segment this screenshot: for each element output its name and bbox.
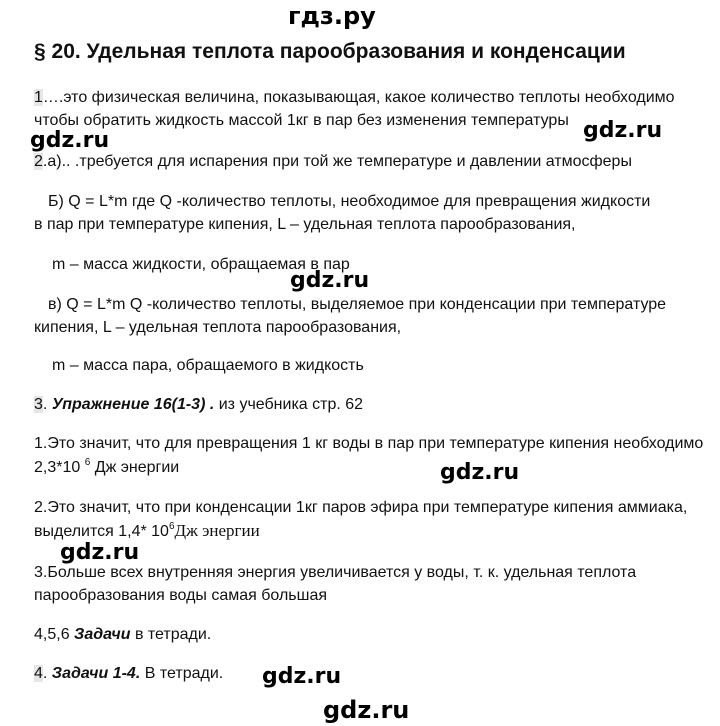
answer-2c-line: m – масса пара, обращаемого в жидкость bbox=[52, 357, 364, 374]
answer-2c-line: в) Q = L*m Q -количество теплоты, выделяемое при конденсации при температуре bbox=[48, 296, 667, 313]
watermark: gdz.ru bbox=[583, 118, 663, 143]
item-number: 3 bbox=[34, 396, 43, 413]
watermark: gdz.ru bbox=[440, 460, 520, 485]
answer-4: 4. Задачи 1-4. В тетради. bbox=[34, 665, 224, 682]
item-number: 4 bbox=[34, 665, 43, 682]
watermark: gdz.ru bbox=[60, 540, 140, 565]
watermark: gdz.ru bbox=[290, 268, 370, 293]
tasks-note: 4,5,6 Задачи в тетради. bbox=[34, 626, 212, 643]
watermark: gdz.ru bbox=[30, 128, 110, 153]
answer-1-line: чтобы обратить жидкость массой 1кг в пар без изменения температуры bbox=[34, 112, 569, 129]
answer-3-header: 3. Упражнение 16(1-3) . из учебника стр. 62 bbox=[34, 396, 364, 413]
answer-2b-line: Б) Q = L*m где Q -количество теплоты, необходимое для превращения жидкости bbox=[48, 193, 651, 210]
exercise-answer-3: парообразования воды самая большая bbox=[34, 587, 328, 604]
exercise-answer-2: выделится 1,4* $10^6Дж$ энергии bbox=[34, 521, 260, 540]
answer-2a: 2.а).. .требуется для испарения при той же температуре и давлении атмосферы bbox=[34, 153, 632, 170]
item-number: 1 bbox=[34, 89, 43, 106]
answer-2b-line: в пар при температуре кипения, L – удельная теплота парообразования, bbox=[34, 216, 576, 233]
answer-1-line: 1….это физическая величина, показывающая, какое количество теплоты необходимо bbox=[34, 89, 675, 106]
watermark-bottom: gdz.ru bbox=[323, 696, 410, 724]
answer-2c-line: кипения, L – удельная теплота парообразования, bbox=[34, 319, 402, 336]
exercise-label: Упражнение 16(1-3) . bbox=[51, 396, 215, 413]
answer-2b-line: m – масса жидкости, обращаемая в пар bbox=[52, 256, 350, 273]
exercise-answer-1: 2,3*10 $^6$ Дж энергии bbox=[34, 457, 180, 476]
exercise-answer-1: 1.Это значит, что для превращения 1 кг воды в пар при температуре кипения необходимо bbox=[34, 435, 704, 452]
watermark: gdz.ru bbox=[262, 664, 342, 689]
exercise-answer-2: 2.Это значит, что при конденсации 1кг паров эфира при температуре кипения аммиака, bbox=[34, 499, 688, 516]
item-number: 2 bbox=[34, 153, 43, 170]
page-title: § 20. Удельная теплота парообразования и конденсации bbox=[34, 40, 626, 63]
watermark-top: гдз.ру bbox=[288, 2, 376, 30]
exercise-answer-3: 3.Больше всех внутренняя энергия увеличивается у воды, т. к. удельная теплота bbox=[34, 564, 637, 581]
